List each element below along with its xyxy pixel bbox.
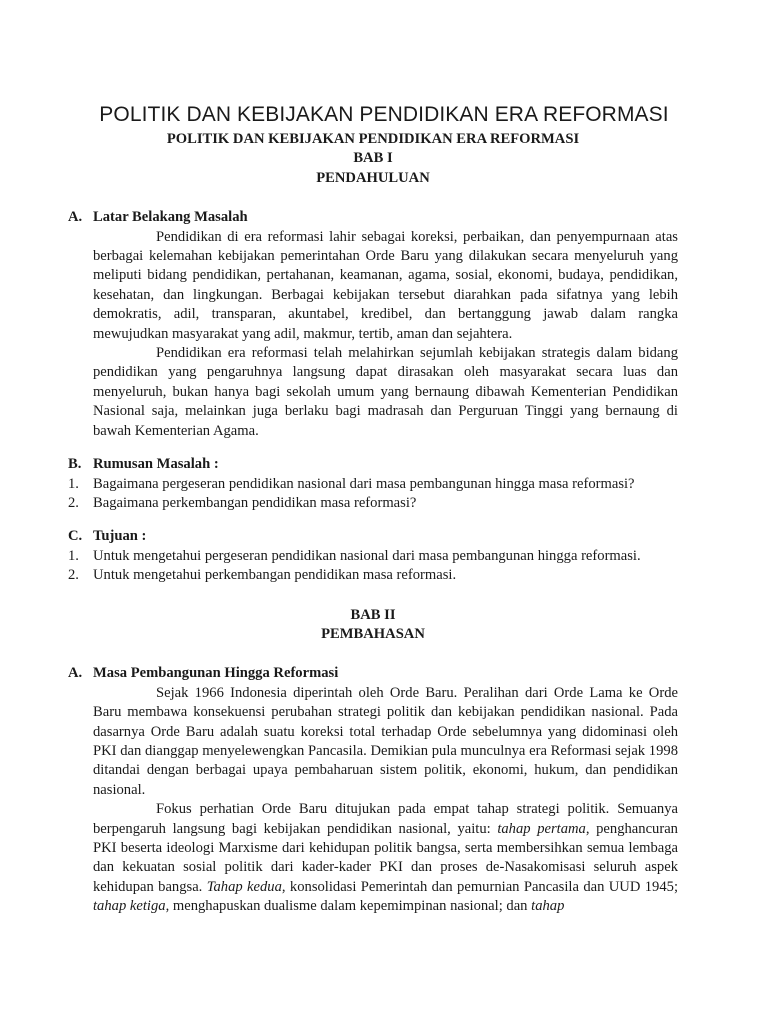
list-item [68,494,678,513]
objective-list [68,547,678,586]
section-letter: C. [68,528,83,545]
chapter-2-label: BAB II [350,606,396,623]
chapter-1-name: PENDAHULUAN [316,169,430,186]
paragraph: Pendidikan di era reformasi lahir sebagai koreksi, perbaikan, dan penyempurnaan atas berbagai kelemahan kebijakan pemerintahan Orde Baru yang dilakukan secara menyeluruh yang meliputi bidang pendidikan, pertahanan, keamanan, agama, sosial, ekonomi, budaya, pendidikan, kesehatan, dan lingkungan. Berbagai kebijakan tersebut diarahkan pada sifatnya yang lebih demokratis, adil, transparan, akuntabel, kredibel, dan bertanggung jawab dalam rangka mewujudkan masyarakat yang adil, makmur, tertib, aman dan sejahtera. [93,228,678,342]
list-text: Bagaimana perkembangan pendidikan masa reformasi? [93,494,417,511]
section-title: Tujuan : [93,528,147,545]
section-letter: B. [68,456,82,473]
list-item [68,475,678,494]
text-run: , konsolidasi Pemerintah dan pemurnian Pancasila dan UUD 1945; [281,878,678,895]
list-item [68,566,678,585]
section-title: Latar Belakang Masalah [93,209,248,226]
section-letter: A. [68,665,83,682]
paragraph: Pendidikan era reformasi telah melahirkan sejumlah kebijakan strategis dalam bidang pendidikan yang pengaruhnya langsung dapat dirasakan oleh masyarakat secara luas dan menyeluruh, bukan hanya bagi sekolah umum yang bernaung dibawah Kementerian Pendidikan Nasional saja, melainkan juga berlaku bagi madrasah dan Perguruan Tinggi yang bernaung di bawah Kementerian Agama. [93,345,678,439]
list-number: 2. [68,494,79,511]
list-number: 2. [68,567,79,584]
list-item [68,547,678,566]
document-title: POLITIK DAN KEBIJAKAN PENDIDIKAN ERA REFORMASI [99,103,669,126]
document-body [68,130,678,917]
section-a2-heading [68,664,678,683]
text-run: , penghancuran PKI beserta ideologi Marxisme dari kehidupan politik bangsa, serta membersihkan semua lembaga dan kekuatan sosial politik dari kader-kader PKI dan proses de-Nasakomisasi seluruh aspek kehidupan bangsa. [93,820,678,895]
list-text: Untuk mengetahui perkembangan pendidikan masa reformasi. [93,567,457,584]
chapter-2-name: PEMBAHASAN [321,625,425,642]
chapter-1-label: BAB I [353,150,393,167]
emphasis: tahap pertama [497,820,586,837]
section-c-heading [68,527,678,546]
section-letter: A. [68,209,83,226]
emphasis: tahap ketiga [93,898,166,915]
section-title: Masa Pembangunan Hingga Reformasi [93,665,339,682]
document-subtitle: POLITIK DAN KEBIJAKAN PENDIDIKAN ERA REFORMASI [166,131,580,147]
section-b-heading [68,455,678,474]
paragraph [93,800,678,916]
problem-list [68,475,678,514]
section-a-heading [68,208,678,227]
text-run: Fokus perhatian Orde Baru ditujukan pada empat tahap strategi politik. Semuanya berpengaruh langsung bagi kebijakan pendidikan nasional, yaitu: [93,801,678,837]
emphasis: Tahap kedua [206,878,282,895]
list-text: Bagaimana pergeseran pendidikan nasional dari masa pembangunan hingga masa reformasi? [93,475,635,492]
paragraph: Sejak 1966 Indonesia diperintah oleh Orde Baru. Peralihan dari Orde Lama ke Orde Baru membawa konsekuensi perubahan strategi politik dan kebijakan pendidikan nasional. Pada dasarnya Orde Baru adalah suatu koreksi total terhadap Orde sebelumnya yang didominasi oleh PKI dan dianggap menyelewengkan Pancasila. Demikian pula munculnya era Reformasi sejak 1998 ditandai dengan berbagai upaya pembaharuan sistem politik, ekonomi, hukum, dan pendidikan nasional. [93,684,678,798]
list-text: Untuk mengetahui pergeseran pendidikan nasional dari masa pembangunan hingga reformasi. [93,547,641,564]
list-number: 1. [68,475,79,492]
text-run: , menghapuskan dualisme dalam kepemimpinan nasional; dan [165,898,532,915]
list-number: 1. [68,547,79,564]
emphasis: tahap [531,898,565,915]
section-title: Rumusan Masalah : [93,456,219,473]
